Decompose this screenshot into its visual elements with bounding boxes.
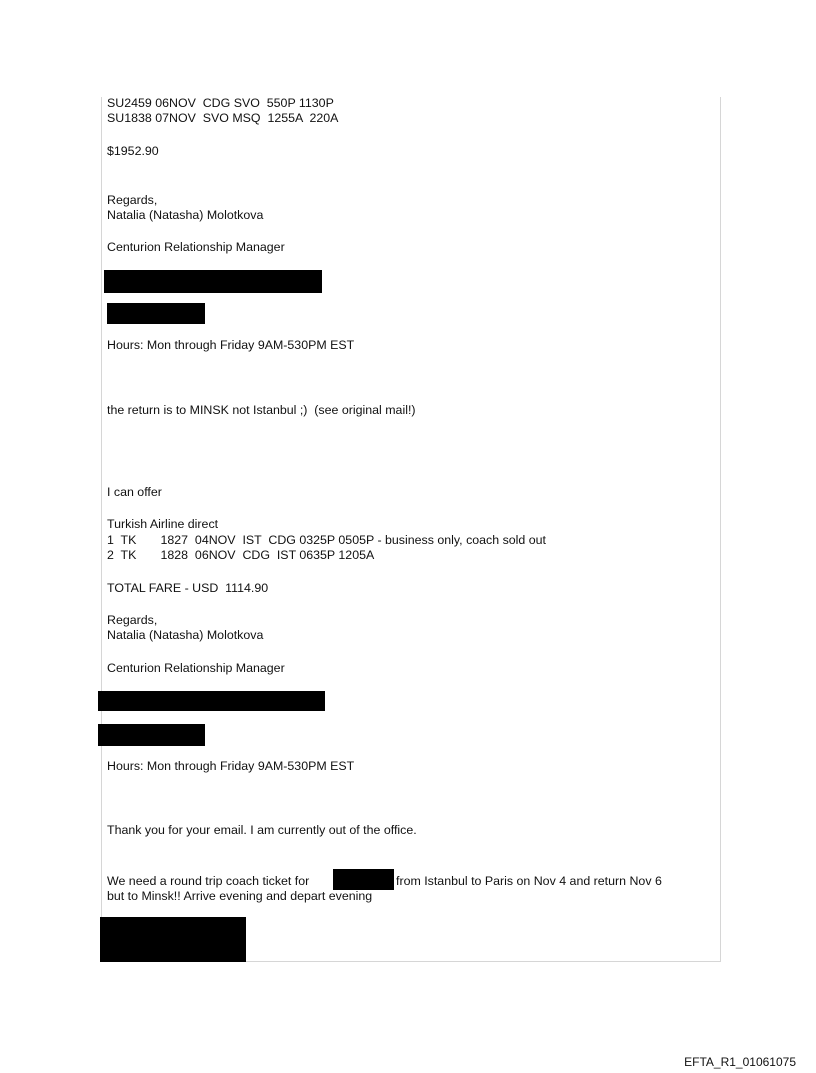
price-prev: $1952.90: [107, 144, 159, 158]
redaction-block: [104, 270, 322, 293]
hours-2: Hours: Mon through Friday 9AM-530PM EST: [107, 759, 355, 773]
sender-name-2: Natalia (Natasha) Molotkova: [107, 628, 264, 642]
offer-row-2: 2 TK 1828 06NOV CDG IST 0635P 1205A: [107, 548, 375, 562]
request-line-1-start: We need a round trip coach ticket for: [107, 874, 310, 888]
sender-title-1: Centurion Relationship Manager: [107, 240, 285, 254]
flight-line-1: SU2459 06NOV CDG SVO 550P 1130P: [107, 96, 334, 110]
reply-note: the return is to MINSK not Istanbul ;) (see original mail!): [107, 403, 416, 417]
redaction-block: [98, 691, 325, 711]
hours-1: Hours: Mon through Friday 9AM-530PM EST: [107, 338, 355, 352]
request-line-1-end: from Istanbul to Paris on Nov 4 and return Nov 6: [396, 874, 662, 888]
out-of-office-note: Thank you for your email. I am currently out of the office.: [107, 823, 417, 837]
redaction-block: [98, 724, 205, 746]
document-id: EFTA_R1_01061075: [684, 1055, 796, 1069]
offer-airline: Turkish Airline direct: [107, 517, 219, 531]
redaction-block: [100, 917, 246, 962]
request-line-2: but to Minsk!! Arrive evening and depart evening: [107, 889, 373, 903]
regards-1: Regards,: [107, 193, 158, 207]
offer-intro: I can offer: [107, 485, 162, 499]
offer-row-1: 1 TK 1827 04NOV IST CDG 0325P 0505P - business only, coach sold out: [107, 533, 546, 547]
sender-name-1: Natalia (Natasha) Molotkova: [107, 208, 264, 222]
sender-title-2: Centurion Relationship Manager: [107, 661, 285, 675]
redaction-block: [107, 303, 205, 324]
flight-line-2: SU1838 07NOV SVO MSQ 1255A 220A: [107, 111, 339, 125]
regards-2: Regards,: [107, 613, 158, 627]
redaction-block: [333, 869, 394, 890]
offer-total: TOTAL FARE - USD 1114.90: [107, 581, 269, 595]
